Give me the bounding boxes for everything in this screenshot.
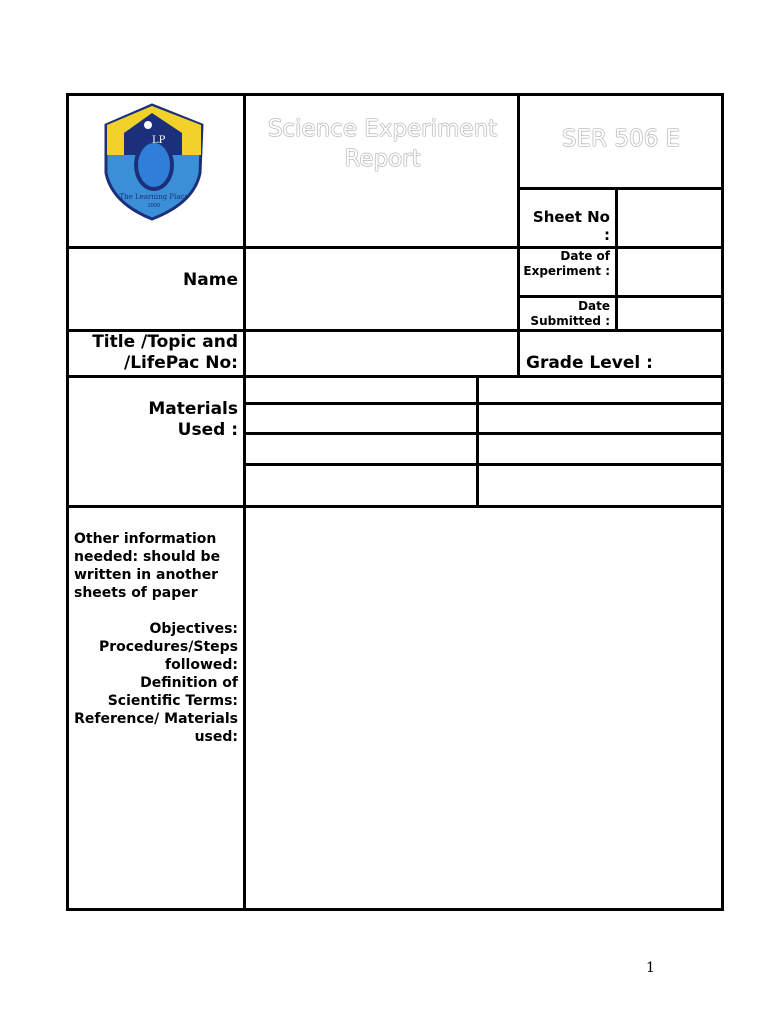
table-border-right: [721, 93, 724, 911]
notes-item-objectives: Objectives:: [149, 621, 238, 637]
title-topic-field[interactable]: [246, 332, 517, 375]
materials-field[interactable]: [479, 435, 721, 463]
date-submitted-field[interactable]: [618, 298, 721, 329]
materials-field[interactable]: [479, 405, 721, 432]
materials-field[interactable]: [246, 405, 476, 432]
title-topic-label: Title /Topic and /LifePac No:: [92, 332, 238, 373]
date-of-experiment-label: Date of Experiment :: [523, 249, 610, 278]
sheet-no-label: Sheet No :: [532, 208, 610, 244]
table-border-bottom: [66, 908, 724, 911]
materials-field[interactable]: [479, 378, 721, 402]
page-number: 1: [646, 960, 655, 976]
notes-intro: Other information needed: should be written in another sheets of paper: [74, 531, 221, 601]
table-border-top: [66, 93, 724, 96]
notes-item-procedures: Procedures/Steps followed:: [98, 639, 238, 673]
name-field[interactable]: [246, 249, 517, 329]
svg-text:2000: 2000: [147, 203, 161, 209]
date-of-experiment-field[interactable]: [618, 249, 721, 295]
report-title: Science Experiment Report: [267, 116, 498, 172]
name-label: Name: [183, 270, 238, 290]
notes-field[interactable]: [246, 508, 721, 908]
materials-field[interactable]: [246, 378, 476, 402]
date-submitted-label: Date Submitted :: [530, 299, 610, 328]
materials-field[interactable]: [479, 466, 721, 505]
svg-text:The Learning Place: The Learning Place: [119, 193, 189, 201]
school-logo: [104, 103, 204, 221]
grade-level-label: Grade Level :: [526, 353, 653, 373]
materials-used-label: Materials Used :: [148, 399, 238, 440]
notes-item-reference: Reference/ Materials used:: [74, 711, 238, 745]
notes-item-definitions: Definition of Scientific Terms:: [107, 675, 238, 709]
logo-initials: LP: [152, 135, 166, 146]
sheet-no-field[interactable]: [618, 190, 721, 246]
report-code: SER 506 E: [561, 126, 681, 152]
materials-field[interactable]: [246, 435, 476, 463]
table-border-left: [66, 93, 69, 911]
materials-field[interactable]: [246, 466, 476, 505]
